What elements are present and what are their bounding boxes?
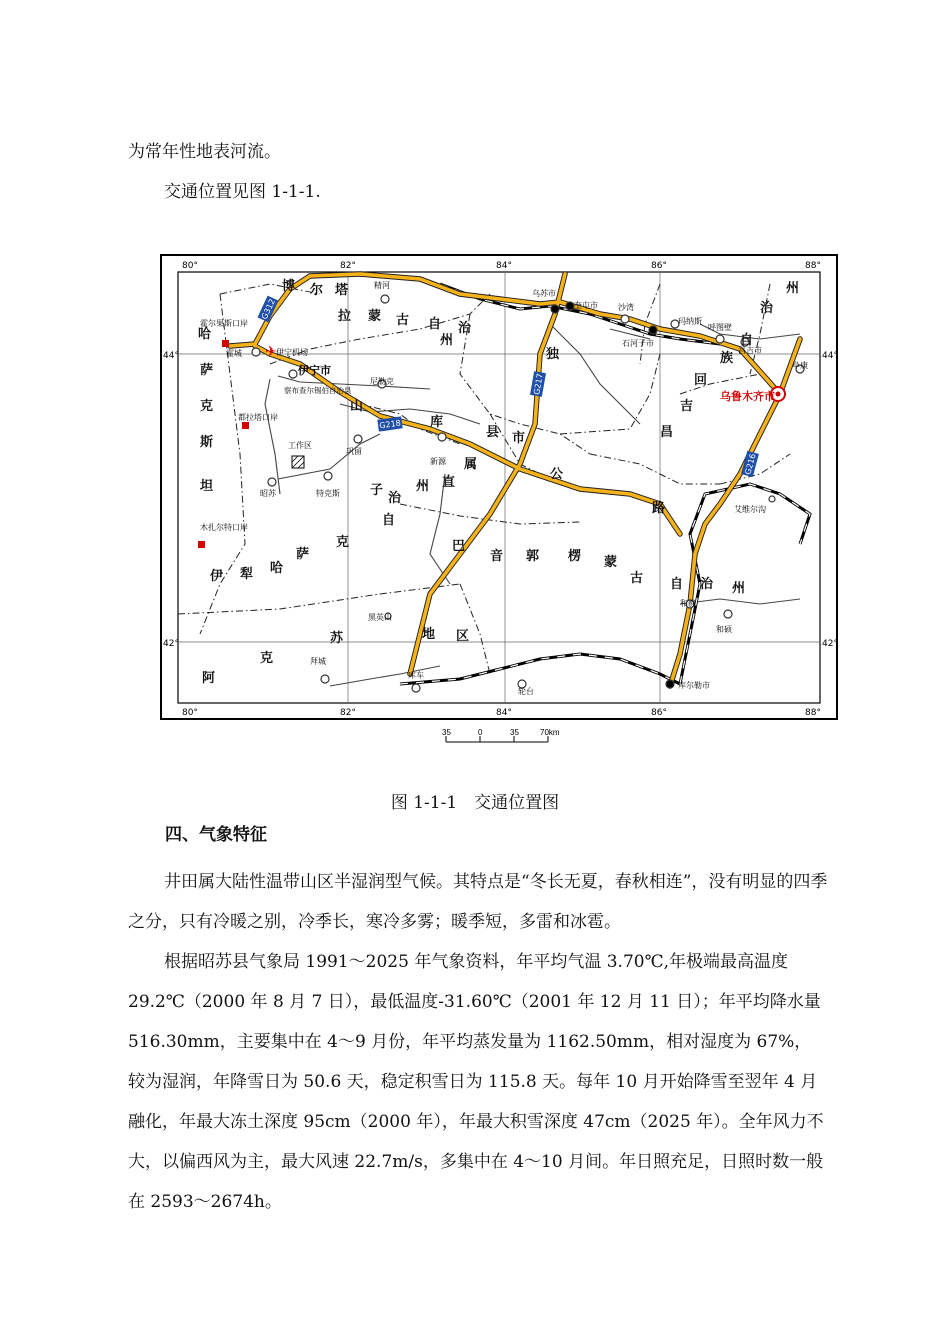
scale-label-35: 35 xyxy=(510,728,519,737)
figure-caption: 图 1-1-1 交通位置图 xyxy=(390,793,560,813)
khorgos-port-icon xyxy=(222,340,229,347)
climate-paragraph-2: 根据昭苏县气象局 1991～2025 年气象资料，年平均气温 3.70℃,年极端最高温度 29.2℃（2000 年 8 月 7 日），最低温度-31.60℃（2001 年 12 月 11 日）；年平均降水量 516.30mm，主要集中在 4～9 月份，年平均蒸发量为 1162.50mm，相对湿度为 67%，较为湿润，年降雪日为 50.6 天，稳定积雪日为 115.8 天。每年 10 月开始降雪至翌年 4 月融化，年最大冻土深度 95cm（2000 年），年最大积雪深度 47cm（2025 年）。全年风力不大，以偏西风为主，最大风速 22.7m/s，多集中在 4～10 月间。年日照充足，日照时数一般在 2593～2674h。 xyxy=(128,952,824,1212)
svg-text:克: 克 xyxy=(336,535,350,550)
lon-tick-bottom-4: 86° xyxy=(651,708,667,718)
svg-text:库: 库 xyxy=(430,415,444,430)
svg-text:昌: 昌 xyxy=(660,425,674,440)
svg-text:自: 自 xyxy=(382,513,396,528)
svg-text:哈: 哈 xyxy=(198,327,212,342)
svg-text:公: 公 xyxy=(550,467,564,482)
label-dulata: 都拉塔口岸 xyxy=(238,413,278,422)
lon-tick-top-4: 86° xyxy=(651,261,667,271)
label-changji: 昌吉市 xyxy=(738,346,762,355)
svg-text:自: 自 xyxy=(740,333,754,348)
svg-text:博: 博 xyxy=(282,279,296,294)
label-tekesi: 特克斯 xyxy=(316,489,340,498)
label-khorgos: 霍尔果斯口岸 xyxy=(200,319,248,328)
svg-text:巴: 巴 xyxy=(452,539,466,554)
svg-text:郭: 郭 xyxy=(526,549,540,564)
lon-tick-top-3: 84° xyxy=(496,261,512,271)
road-label-g312: G312 xyxy=(259,297,278,321)
label-fukang: 阜康 xyxy=(792,361,808,370)
label-zhaosu: 昭苏 xyxy=(260,489,276,498)
svg-text:斯: 斯 xyxy=(200,435,214,450)
label-heiyingshan: 黑英山 xyxy=(368,613,392,622)
scale-label-0: 0 xyxy=(478,728,483,737)
label-heshuo: 和硕 xyxy=(716,625,732,634)
svg-text:吉: 吉 xyxy=(680,399,694,414)
svg-text:阿: 阿 xyxy=(202,671,216,686)
svg-text:治: 治 xyxy=(760,301,774,316)
label-kuche: 库车 xyxy=(408,671,424,680)
label-work-area: 工作区 xyxy=(288,441,312,450)
figure-reference: 交通位置见图 1-1-1. xyxy=(164,182,321,202)
svg-text:拉: 拉 xyxy=(338,309,352,324)
label-jinghe: 精河 xyxy=(374,281,390,290)
section-heading: 四、气象特征 xyxy=(165,825,267,845)
svg-text:蒙: 蒙 xyxy=(368,309,382,324)
svg-text:古: 古 xyxy=(396,313,410,328)
svg-text:山: 山 xyxy=(350,399,364,414)
svg-text:塔: 塔 xyxy=(335,283,349,298)
lat-tick-right-2: 42° xyxy=(822,639,838,649)
svg-text:州: 州 xyxy=(416,479,430,494)
airport-icon: ✈ xyxy=(265,344,277,360)
label-xinyuan: 新源 xyxy=(430,457,446,466)
road-label-g218: G218 xyxy=(378,418,402,431)
svg-text:州: 州 xyxy=(732,581,746,596)
label-aiweiergou: 艾维尔沟 xyxy=(734,505,766,514)
label-gongliu: 巩留 xyxy=(346,447,362,456)
road-label-g217: G217 xyxy=(532,372,545,396)
svg-text:克: 克 xyxy=(200,399,214,414)
road-label-g216: G216 xyxy=(743,452,758,476)
label-kuitun: 奎屯市 xyxy=(574,301,598,310)
work-area-symbol xyxy=(292,456,304,468)
svg-text:州: 州 xyxy=(440,333,454,348)
climate-paragraph-1: 井田属大陆性温带山区半湿润型气候。其特点是“冬长无夏，春秋相连”，没有明显的四季之分，只有冷暖之别，冷季长，寒冷多雾；暖季短，多雷和冰雹。 xyxy=(128,872,828,932)
label-chabuchaer: 察布查尔锡伯自治县 xyxy=(284,386,352,395)
scale-label-35-left: 35 xyxy=(442,728,451,737)
svg-text:治: 治 xyxy=(458,321,472,336)
lon-tick-bottom-5: 88° xyxy=(805,708,821,718)
svg-text:子: 子 xyxy=(370,483,384,498)
svg-text:萨: 萨 xyxy=(200,363,214,378)
lon-tick-top-2: 82° xyxy=(340,261,356,271)
svg-text:族: 族 xyxy=(720,351,734,366)
label-yining: 伊宁市 xyxy=(298,364,331,377)
svg-text:区: 区 xyxy=(456,629,470,644)
svg-text:犁: 犁 xyxy=(240,567,254,582)
paragraph-tail: 为常年性地表河流。 xyxy=(128,142,281,162)
svg-text:州: 州 xyxy=(786,281,800,296)
lon-tick-bottom-3: 84° xyxy=(496,708,512,718)
svg-text:属: 属 xyxy=(464,457,478,472)
svg-text:回: 回 xyxy=(694,373,708,388)
dulata-port-icon xyxy=(242,422,249,429)
label-yining-airport: 伊宁机场 xyxy=(276,348,308,357)
label-hutubi: 呼图壁 xyxy=(708,323,732,332)
traffic-location-map xyxy=(160,254,838,720)
lat-tick-left-2: 42° xyxy=(163,639,179,649)
label-korla: 库尔勒市 xyxy=(678,681,710,690)
lat-tick-left-1: 44° xyxy=(163,351,179,361)
svg-text:直: 直 xyxy=(442,475,456,490)
svg-text:地: 地 xyxy=(422,627,436,642)
scale-bar xyxy=(440,726,580,750)
label-shihezi: 石河子市 xyxy=(622,339,654,348)
lat-tick-right-1: 44° xyxy=(822,351,838,361)
scale-label-70km: 70km xyxy=(540,728,560,737)
label-shawan: 沙湾 xyxy=(618,303,634,312)
svg-text:路: 路 xyxy=(652,501,666,516)
svg-text:古: 古 xyxy=(630,571,644,586)
svg-text:音: 音 xyxy=(490,549,504,564)
svg-text:尔: 尔 xyxy=(310,283,324,298)
label-baicheng: 拜城 xyxy=(310,657,326,666)
svg-text:克: 克 xyxy=(260,651,274,666)
svg-text:县: 县 xyxy=(486,425,500,440)
lon-tick-top-5: 88° xyxy=(805,261,821,271)
svg-text:自: 自 xyxy=(670,577,684,592)
label-huocheng: 霍城 xyxy=(226,349,242,358)
label-urumqi: 乌鲁木齐市 xyxy=(720,390,775,403)
label-hejing: 和静 xyxy=(680,599,696,608)
label-manas: 玛纳斯 xyxy=(678,317,702,326)
label-luntai: 轮台 xyxy=(518,687,534,696)
svg-text:治: 治 xyxy=(388,491,402,506)
label-nileke: 尼勒克 xyxy=(370,377,394,386)
svg-text:伊: 伊 xyxy=(210,569,224,584)
svg-text:坦: 坦 xyxy=(200,479,214,494)
label-wusu: 乌苏市 xyxy=(532,289,556,298)
muzart-port-icon xyxy=(198,541,205,548)
svg-text:哈: 哈 xyxy=(270,561,284,576)
label-muzart: 木扎尔特口岸 xyxy=(200,523,248,532)
map-svg xyxy=(160,254,838,720)
svg-text:市: 市 xyxy=(512,431,526,446)
svg-text:楞: 楞 xyxy=(568,549,582,564)
lon-tick-top-1: 80° xyxy=(182,261,198,271)
svg-text:治: 治 xyxy=(700,577,714,592)
svg-text:自: 自 xyxy=(428,317,442,332)
svg-text:苏: 苏 xyxy=(330,631,344,646)
lon-tick-bottom-2: 82° xyxy=(340,708,356,718)
lon-tick-bottom-1: 80° xyxy=(182,708,198,718)
svg-text:萨: 萨 xyxy=(296,547,310,562)
svg-text:蒙: 蒙 xyxy=(604,555,618,570)
svg-text:独: 独 xyxy=(546,347,560,362)
